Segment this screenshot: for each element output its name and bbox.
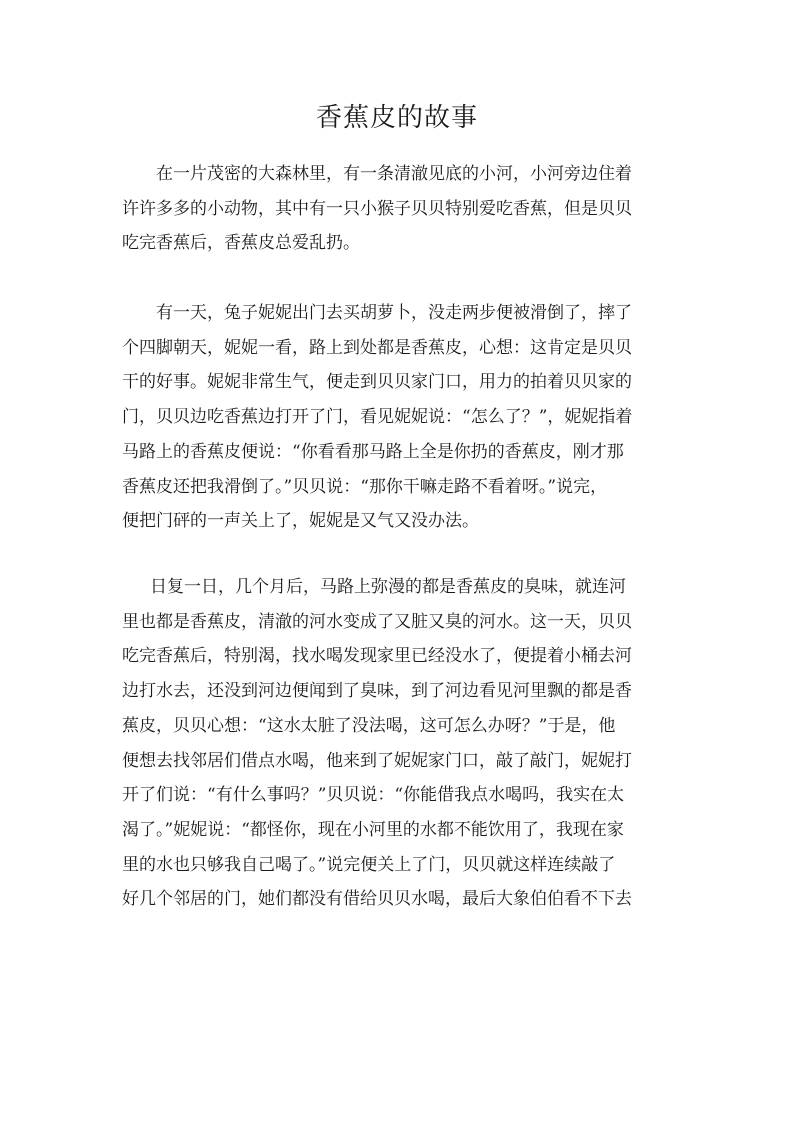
paragraph-line: 在一片茂密的大森林里，有一条清澈见底的小河，小河旁边住着 [156,164,632,184]
paragraph-line: 许许多多的小动物，其中有一只小猴子贝贝特别爱吃香蕉，但是贝贝 [122,198,632,219]
paragraph-line: 日复一日，几个月后，马路上弥漫的都是香蕉皮的臭味，就连河 [150,577,626,597]
paragraph-line: 香蕉皮还把我滑倒了。”贝贝说：“那你干嘛走路不看着呀。”说完， [122,476,608,497]
paragraph-line: 好几个邻居的门，她们都没有借给贝贝水喝，最后大象伯伯看不下去 [122,889,632,910]
paragraph-2 [122,296,678,539]
paragraph-line: 里的水也只够我自己喝了。”说完便关上了门，贝贝就这样连续敲了 [122,854,616,875]
paragraph-line: 便把门砰的一声关上了，妮妮是又气又没办法。 [122,511,479,532]
paragraph-3 [122,570,678,917]
paragraph-line: 吃完香蕉后，特别渴，找水喝发现家里已经没水了，便提着小桶去河 [122,646,632,667]
paragraph-line: 开了们说：“有什么事吗？”贝贝说：“你能借我点水喝吗，我实在太 [122,785,625,806]
paragraph-line: 吃完香蕉后，香蕉皮总爱乱扔。 [122,233,360,254]
paragraph-line: 马路上的香蕉皮便说：“你看看那马路上全是你扔的香蕉皮，刚才那 [122,441,624,462]
paragraph-line: 干的好事。妮妮非常生气，便走到贝贝家门口，用力的拍着贝贝家的 [122,372,632,393]
paragraph-line: 渴了。”妮妮说：“都怪你，现在小河里的水都不能饮用了，我现在家 [122,819,624,840]
paragraph-line: 便想去找邻居们借点水喝，他来到了妮妮家门口，敲了敲门，妮妮打 [122,750,632,771]
paragraph-line: 门，贝贝边吃香蕉边打开了门，看见妮妮说：“怎么了？”，妮妮指着 [122,407,633,428]
paragraph-line: 个四脚朝天，妮妮一看，路上到处都是香蕉皮，心想：这肯定是贝贝 [122,337,632,358]
paragraph-line: 边打水去，还没到河边便闻到了臭味，到了河边看见河里飘的都是香 [122,681,632,702]
document-title: 香蕉皮的故事 [315,103,478,133]
paragraph-line: 里也都是香蕉皮，清澈的河水变成了又脏又臭的河水。这一天，贝贝 [122,611,632,632]
paragraph-line: 蕉皮，贝贝心想：“这水太脏了没法喝，这可怎么办呀？”于是，他 [122,715,616,736]
paragraph-line: 有一天，兔子妮妮出门去买胡萝卜，没走两步便被滑倒了，摔了 [156,303,632,323]
paragraph-1 [122,157,678,261]
